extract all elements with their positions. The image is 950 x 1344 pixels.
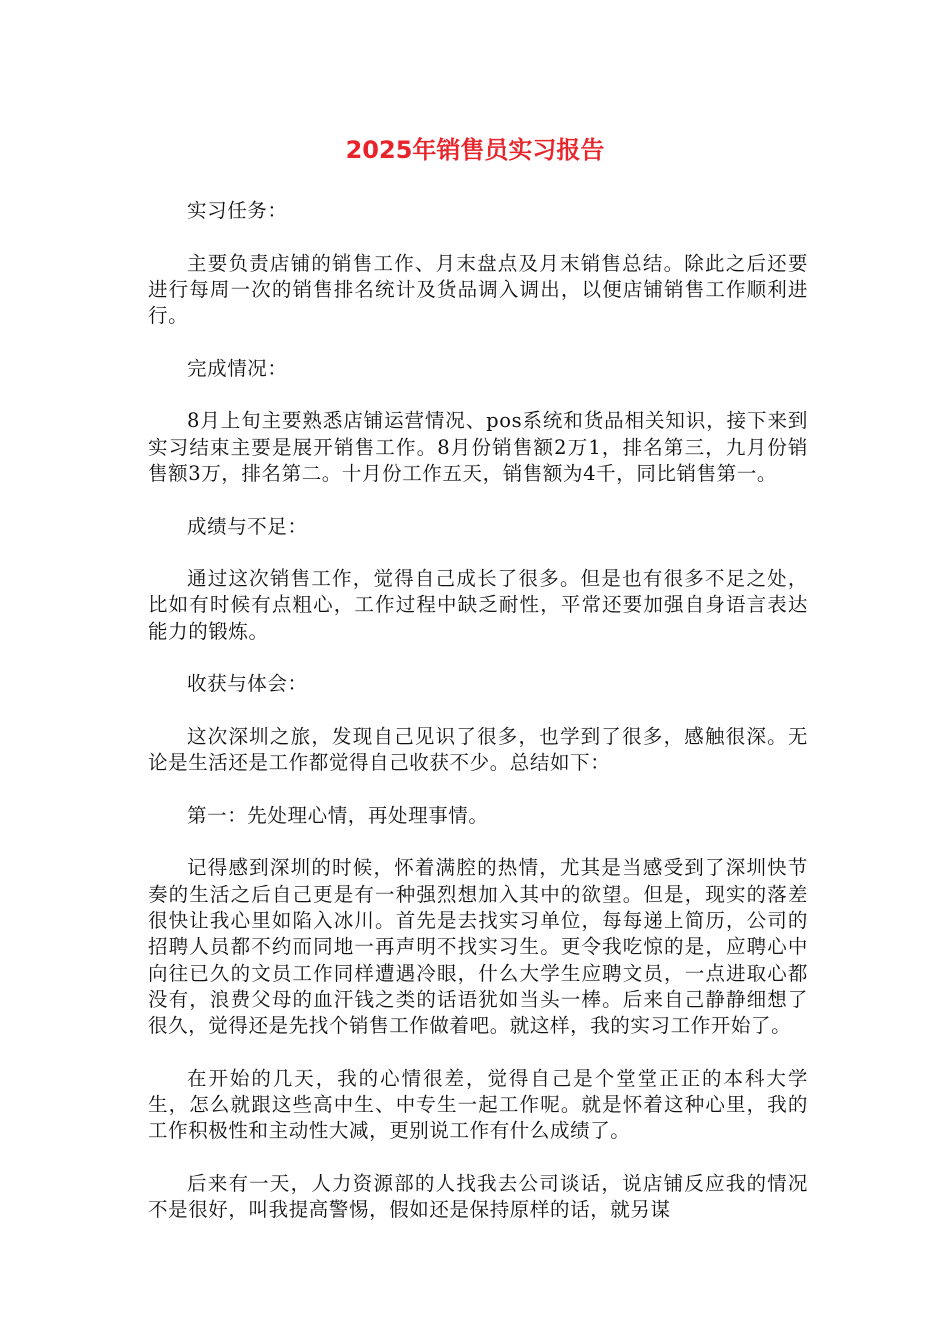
document-body: [148, 198, 808, 1250]
paragraph: 主要负责店铺的销售工作、月末盘点及月末销售总结。除此之后还要进行每周一次的销售排名统计及货品调入调出，以便店铺销售工作顺利进行。: [148, 251, 808, 328]
section-heading-results: 成绩与不足：: [187, 514, 308, 538]
paragraph: 8月上旬主要熟悉店铺运营情况、pos系统和货品相关知识，接下来到实习结束主要是展开销售工作。8月份销售额2万1，排名第三，九月份销售额3万，排名第二。十月份工作五天，销售额为4千，同比销售第一。: [148, 409, 808, 485]
paragraph: 在开始的几天，我的心情很差，觉得自己是个堂堂正正的本科大学生，怎么就跟这些高中生、中专生一起工作呢。就是怀着这种心里，我的工作积极性和主动性大减，更别说工作有什么成绩了。: [148, 1066, 808, 1143]
section-heading-completion: 完成情况：: [187, 356, 288, 380]
paragraph: 通过这次销售工作，觉得自己成长了很多。但是也有很多不足之处，比如有时候有点粗心，工作过程中缺乏耐性，平常还要加强自身语言表达能力的锻炼。: [148, 567, 808, 643]
section-heading-gains: 收获与体会：: [187, 672, 308, 696]
paragraph: 这次深圳之旅，发现自己见识了很多，也学到了很多，感触很深。无论是生活还是工作都觉得自己收获不少。总结如下：: [148, 724, 808, 775]
paragraph: 后来有一天，人力资源部的人找我去公司谈话，说店铺反应我的情况不是很好，叫我提高警惕，假如还是保持原样的话，就另谋: [148, 1171, 808, 1222]
section-heading-task: 实习任务：: [187, 199, 288, 222]
paragraph: 记得感到深圳的时候，怀着满腔的热情，尤其是当感受到了深圳快节奏的生活之后自己更是有一种强烈想加入其中的欲望。但是，现实的落差很快让我心里如陷入冰川。首先是去找实习单位，每每递上简历，公司的招聘人员都不约而同地一再声明不找实习生。更令我吃惊的是，应聘心中向往已久的文员工作同样遭遇冷眼，什么大学生应聘文员，一点进取心都没有，浪费父母的血汗钱之类的话语犹如当头一棒。后来自己静静细想了很久，觉得还是先找个销售工作做着吧。就这样，我的实习工作开始了。: [148, 856, 808, 1038]
document-title: 2025年销售员实习报告: [345, 136, 605, 164]
subheading-first: 第一：先处理心情，再处理事情。: [187, 803, 489, 827]
